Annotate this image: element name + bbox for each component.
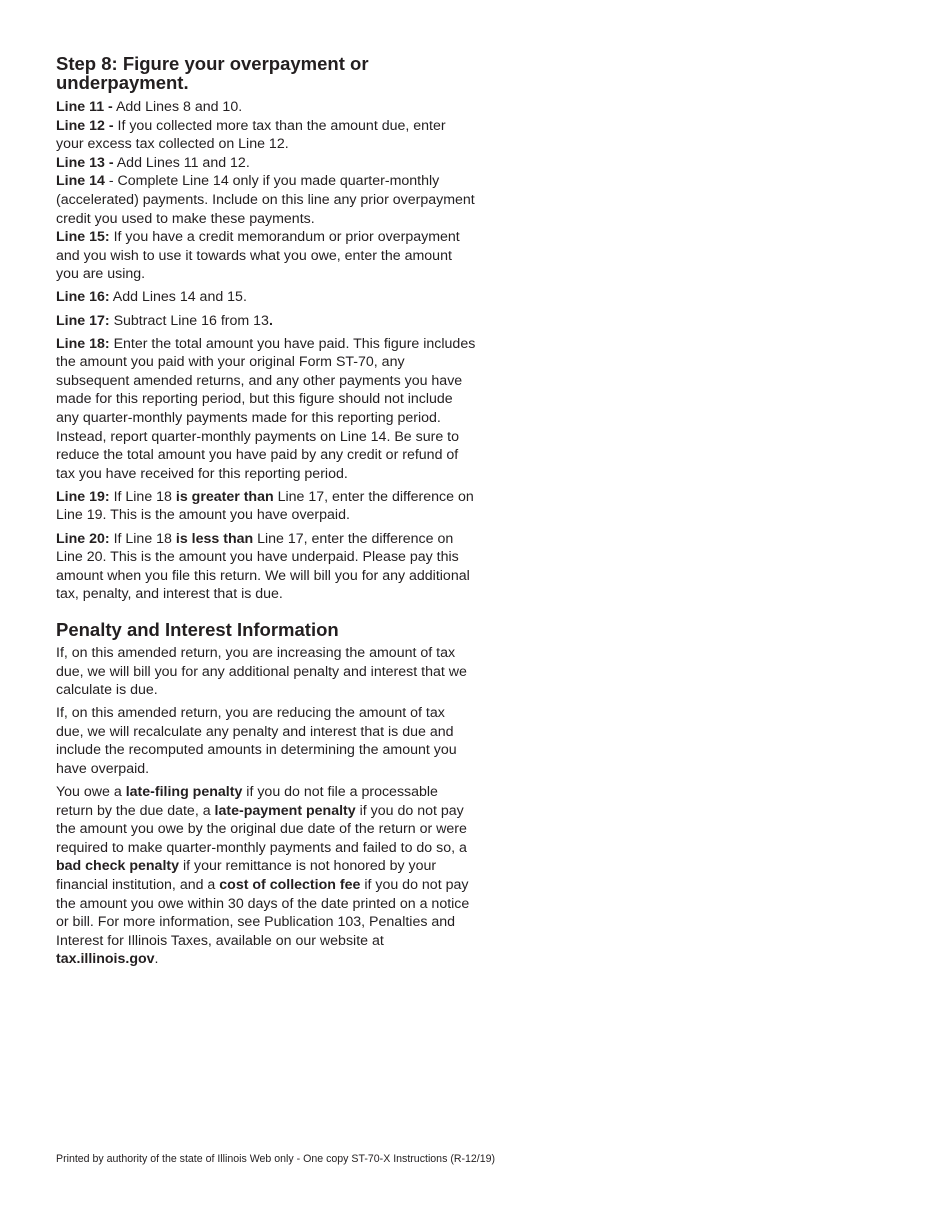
bad-check-penalty-term: bad check penalty bbox=[56, 858, 180, 875]
footer-note: Printed by authority of the state of Illinois Web only - One copy ST-70-X Instructions (R-12/19) bbox=[56, 1153, 496, 1165]
line-14-label: Line 14 bbox=[56, 173, 105, 190]
line-20-emphasis: is less than bbox=[175, 530, 254, 547]
p3-text-2: if you do not file a processable return by the due date, a bbox=[56, 784, 438, 819]
line-19-text-a: If Line 18 bbox=[109, 488, 176, 505]
p3-text-4: if your remittance is not honored by your financial institution, and a bbox=[56, 858, 437, 894]
penalty-paragraph-1: If, on this amended return, you are increasing the amount of tax due, we will bill you for any additional penalty and interest that we calculate is due. bbox=[56, 644, 467, 699]
line-15-text: If you have a credit memorandum or prior overpayment and you wish to use it towards what you owe, enter the amount you are using. bbox=[56, 229, 460, 283]
penalty-heading: Penalty and Interest Information bbox=[56, 618, 339, 640]
line-19-instruction bbox=[56, 488, 476, 525]
line-20-instruction bbox=[56, 530, 476, 604]
line-17-instruction bbox=[56, 312, 476, 331]
line-11-instruction bbox=[56, 98, 476, 117]
cost-of-collection-fee-term: cost of collection fee bbox=[219, 877, 361, 894]
line-15-instruction bbox=[56, 228, 476, 284]
line-16-text: Add Lines 14 and 15. bbox=[109, 289, 247, 306]
line-13-instruction bbox=[56, 154, 476, 173]
line-18-label: Line 18: bbox=[56, 335, 110, 352]
late-filing-penalty-term: late-filing penalty bbox=[125, 784, 243, 801]
line-20-label: Line 20: bbox=[56, 530, 110, 547]
line-19-text-b: Line 17, enter the difference on Line 19. This is the amount you have overpaid. bbox=[56, 488, 474, 524]
line-18-instruction bbox=[56, 335, 476, 484]
step-8-heading: Step 8: Figure your overpayment or underpayment. bbox=[56, 53, 369, 93]
line-13-text: Add Lines 11 and 12. bbox=[113, 154, 250, 171]
line-14-instruction bbox=[56, 172, 476, 228]
line-12-label: Line 12 - bbox=[56, 117, 114, 134]
p3-text-3: if you do not pay the amount you owe by the original due date of the return or were required to make quarter-monthly payments and failed to do so, a bbox=[56, 802, 467, 856]
penalty-paragraph-3 bbox=[56, 783, 476, 969]
line-20-text-b: Line 17, enter the difference on Line 20. This is the amount you have underpaid. Please pay this amount when you file this return. We will bill you for any additional tax, penalty, and interest that is due. bbox=[56, 530, 470, 603]
line-17-period: . bbox=[268, 312, 273, 329]
line-11-text: Add Lines 8 and 10. bbox=[112, 99, 243, 115]
instructions-column bbox=[56, 54, 476, 969]
p3-text-5: if you do not pay the amount you owe within 30 days of the date printed on a notice or bill. For more information, see Publication 103, Penalties and Interest for Illinois Taxes, available on our website at bbox=[56, 877, 470, 949]
line-17-label: Line 17: bbox=[56, 312, 110, 329]
line-17-text: Subtract Line 16 from 13 bbox=[109, 312, 269, 329]
line-16-instruction bbox=[56, 288, 476, 307]
p3-text-1: You owe a bbox=[56, 784, 126, 801]
line-18-text: Enter the total amount you have paid. This figure includes the amount you paid with your original Form ST-70, any subsequent amended returns, and any other payments you have made for this reporting period, but this figure should not include any quarter-monthly payments made for this reporting period. Instead, report quarter-monthly payments on Line 14. Be sure to reduce the total amount you have paid by any credit or refund of tax you have received for this reporting period. bbox=[56, 335, 476, 482]
line-11-label: Line 11 - bbox=[56, 99, 113, 115]
penalty-paragraph-2: If, on this amended return, you are reducing the amount of tax due, we will recalculate any penalty and interest that is due and include the recomputed amounts in determining the amount you have overpaid. bbox=[56, 705, 457, 777]
line-13-label: Line 13 - bbox=[56, 154, 114, 171]
line-12-instruction bbox=[56, 117, 476, 154]
late-payment-penalty-term: late-payment penalty bbox=[214, 802, 356, 819]
line-16-label: Line 16: bbox=[56, 289, 110, 306]
p3-text-6: . bbox=[154, 951, 159, 968]
line-19-emphasis: is greater than bbox=[175, 488, 274, 505]
line-12-text: If you collected more tax than the amount due, enter your excess tax collected on Line 12. bbox=[56, 117, 446, 153]
line-14-text: - Complete Line 14 only if you made quarter-monthly (accelerated) payments. Include on this line any prior overpayment credit you used to make these payments. bbox=[56, 173, 475, 227]
line-19-label: Line 19: bbox=[56, 488, 110, 505]
line-15-label: Line 15: bbox=[56, 229, 110, 246]
website-link[interactable]: tax.illinois.gov bbox=[56, 951, 155, 968]
line-20-text-a: If Line 18 bbox=[109, 530, 176, 547]
